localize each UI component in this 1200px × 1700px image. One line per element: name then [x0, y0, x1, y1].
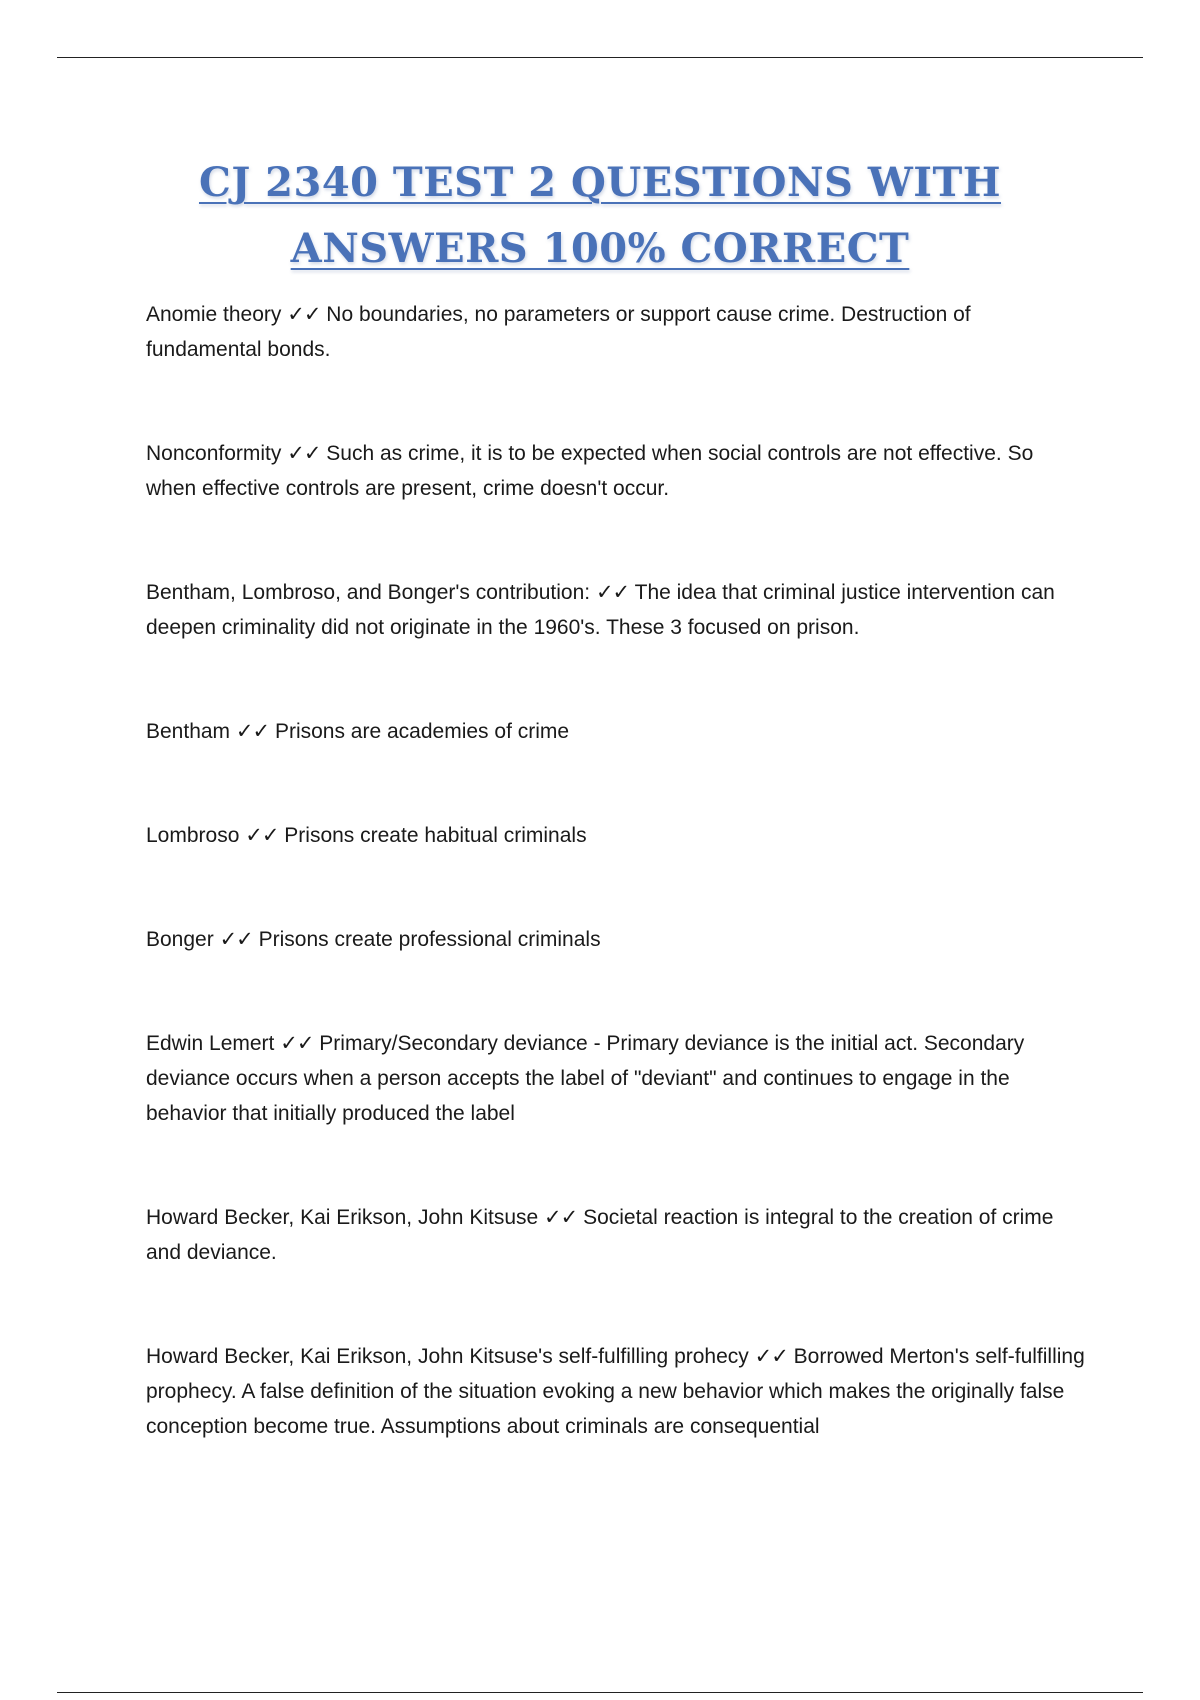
- qa-definition: Prisons create professional criminals: [258, 928, 601, 951]
- double-check-icon: ✓✓: [245, 823, 279, 847]
- qa-entry: [146, 1200, 1088, 1270]
- qa-entry: [146, 1026, 1088, 1131]
- qa-definition: Such as crime, it is to be expected when social controls are not effective. So when effective controls are present, crime doesn't occur.: [146, 442, 1034, 500]
- double-check-icon: ✓✓: [235, 719, 270, 743]
- qa-term: Bentham, Lombroso, and Bonger's contribution:: [146, 581, 591, 604]
- double-check-icon: ✓✓: [754, 1344, 788, 1368]
- qa-term: Nonconformity: [146, 442, 282, 465]
- double-check-icon: ✓✓: [287, 441, 321, 465]
- double-check-icon: ✓✓: [544, 1205, 578, 1229]
- footer-rule: [57, 1692, 1143, 1693]
- qa-term: Bentham: [146, 720, 231, 743]
- qa-entry: [146, 922, 1088, 957]
- qa-list: [146, 297, 1088, 1444]
- double-check-icon: ✓✓: [219, 927, 253, 951]
- qa-term: Lombroso: [146, 824, 240, 847]
- document-title: CJ 2340 TEST 2 QUESTIONS WITH ANSWERS 100% CORRECT: [198, 159, 1002, 272]
- qa-entry: [146, 714, 1088, 749]
- qa-definition: The idea that criminal justice intervention can deepen criminality did not originate in the 1960's. These 3 focused on prison.: [146, 581, 1055, 639]
- double-check-icon: ✓✓: [280, 1031, 314, 1055]
- qa-definition: No boundaries, no parameters or support cause crime. Destruction of fundamental bonds.: [146, 303, 971, 361]
- qa-term: Bonger: [146, 928, 214, 951]
- qa-entry: [146, 575, 1088, 645]
- double-check-icon: ✓✓: [595, 580, 630, 604]
- double-check-icon: ✓✓: [287, 302, 321, 326]
- qa-term: Anomie theory: [146, 303, 282, 326]
- qa-entry: [146, 818, 1088, 853]
- qa-definition: Primary/Secondary deviance - Primary deviance is the initial act. Secondary deviance occurs when a person accepts the label of "deviant" and continues to engage in the behavior that initially produced the label: [146, 1032, 1025, 1125]
- qa-definition: Borrowed Merton's self-fulfilling prophecy. A false definition of the situation evoking a new behavior which makes the originally false conception become true. Assumptions about criminals are consequential: [146, 1345, 1085, 1438]
- qa-entry: [146, 436, 1088, 506]
- qa-entry: [146, 297, 1088, 367]
- qa-term: Howard Becker, Kai Erikson, John Kitsuse's self-fulfilling prohecy: [146, 1345, 749, 1368]
- qa-term: Howard Becker, Kai Erikson, John Kitsuse: [146, 1206, 539, 1229]
- header-rule: [57, 57, 1143, 58]
- qa-definition: Prisons create habitual criminals: [284, 824, 587, 847]
- qa-definition: Prisons are academies of crime: [274, 720, 570, 743]
- qa-definition: Societal reaction is integral to the creation of crime and deviance.: [146, 1206, 1054, 1264]
- qa-term: Edwin Lemert: [146, 1032, 275, 1055]
- qa-entry: [146, 1339, 1088, 1444]
